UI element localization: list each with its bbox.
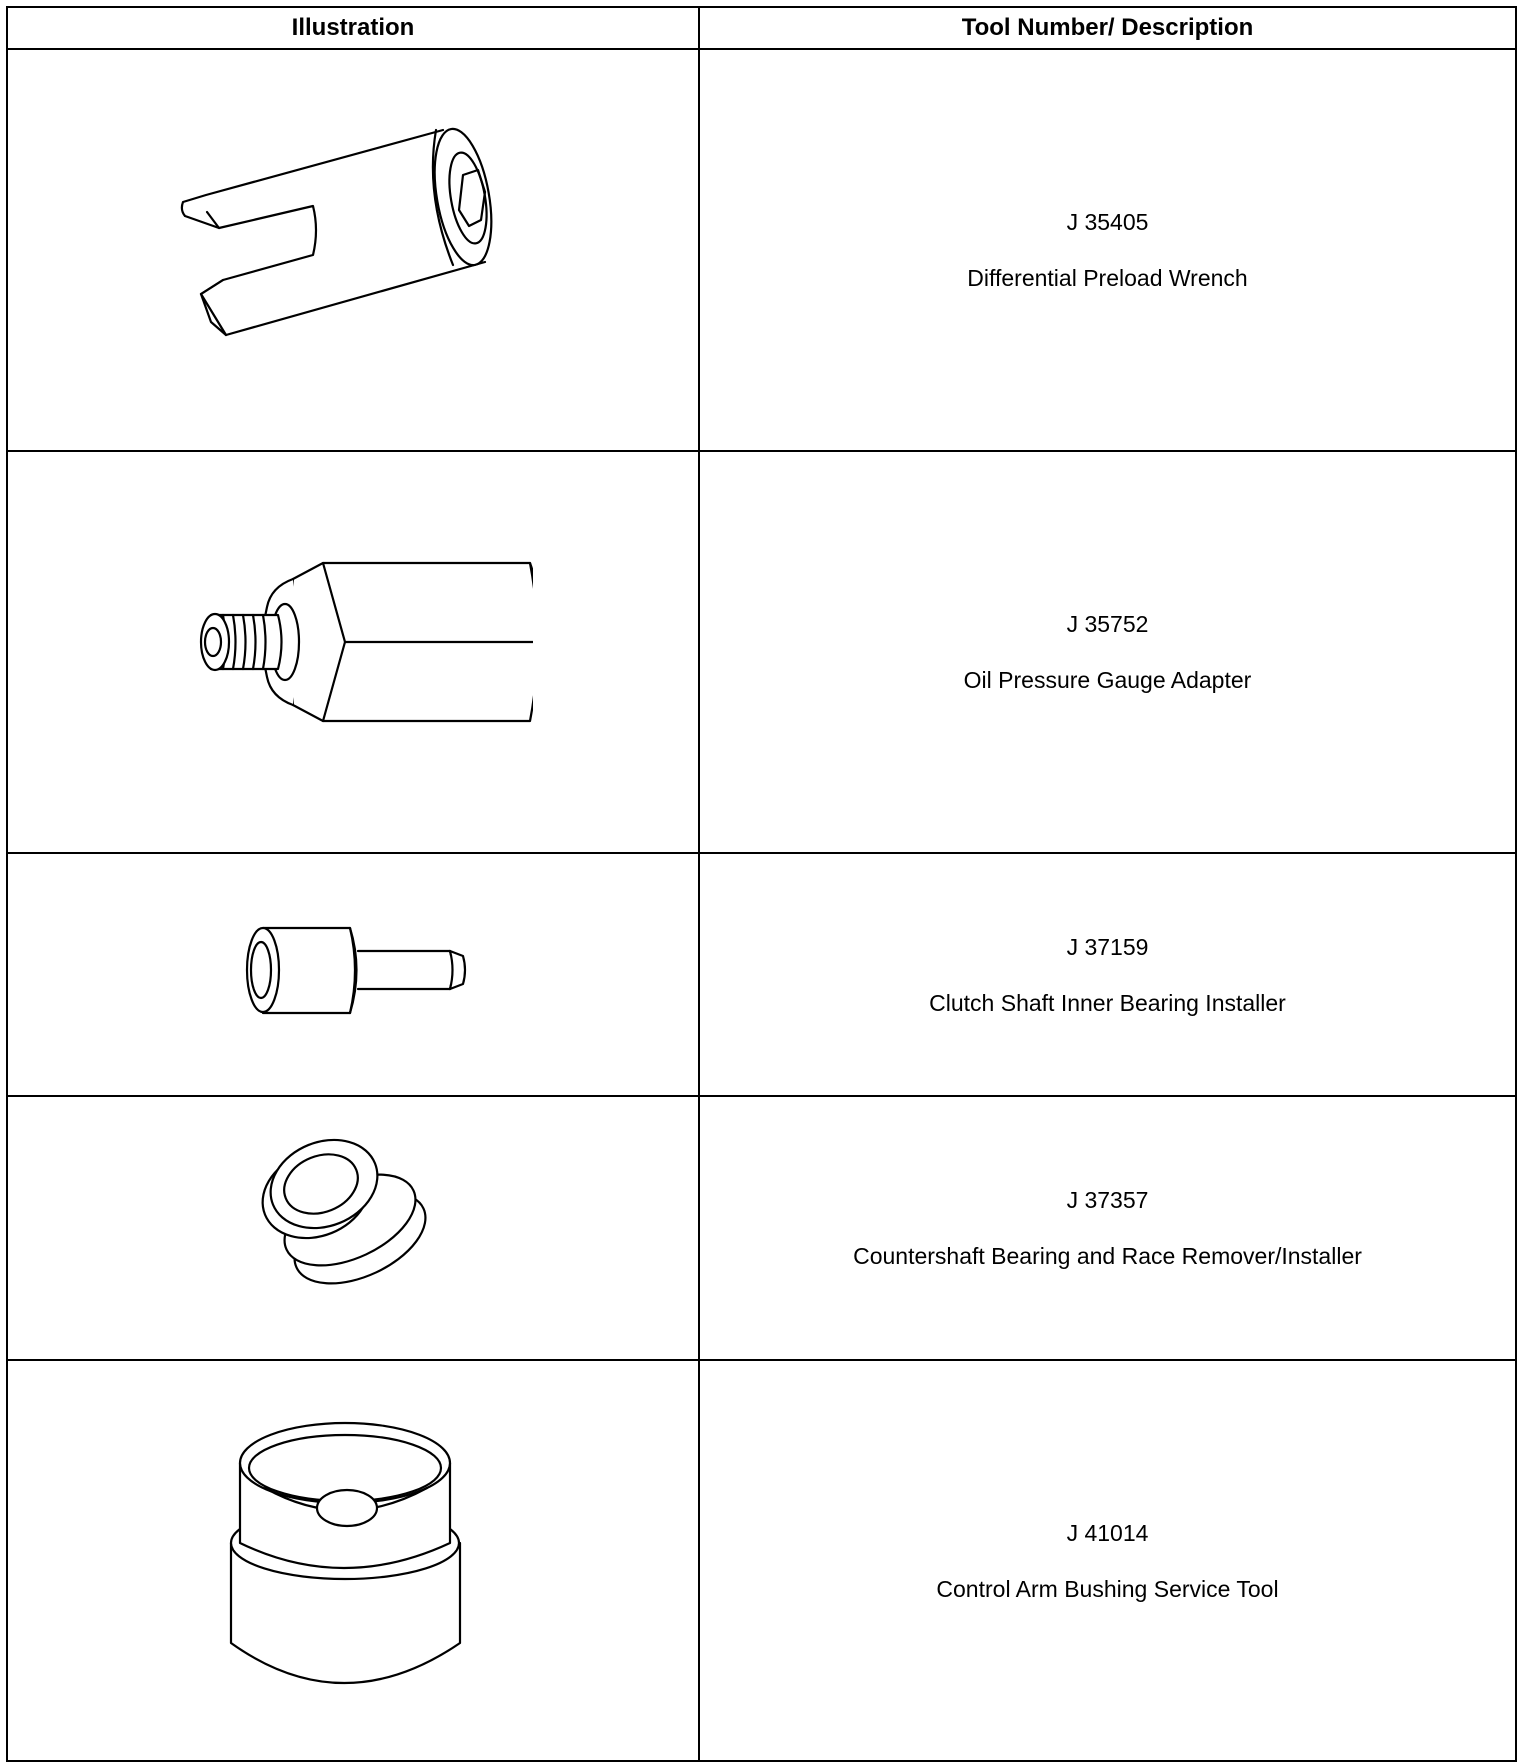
oil-pressure-gauge-adapter-icon [173,552,533,752]
tool-description: Differential Preload Wrench [967,265,1248,291]
bushing-service-tool-icon [223,1411,483,1711]
description-cell [699,49,1516,451]
tool-number: J 41014 [1066,1519,1149,1546]
tool-description: Clutch Shaft Inner Bearing Installer [929,989,1286,1016]
differential-preload-wrench-icon [173,125,533,375]
description-cell [699,853,1516,1096]
illustration-cell [7,451,699,853]
header-row [7,7,1516,49]
description-cell [699,451,1516,853]
tool-description: Countershaft Bearing and Race Remover/Installer [853,1243,1362,1269]
illustration-column-header: Illustration [7,7,699,49]
description-cell [699,1360,1516,1761]
special-tools-table [6,6,1517,1762]
table-row [7,1096,1516,1360]
description-cell [699,1096,1516,1360]
tool-number: J 37357 [1066,1187,1149,1213]
illustration-cell [7,1360,699,1761]
description-column-header: Tool Number/ Description [699,7,1516,49]
tool-description: Oil Pressure Gauge Adapter [963,667,1252,693]
bearing-race-remover-icon [243,1138,463,1318]
table-row [7,451,1516,853]
table-row [7,49,1516,451]
illustration-cell [7,853,699,1096]
table-row [7,1360,1516,1761]
illustration-cell [7,49,699,451]
illustration-cell [7,1096,699,1360]
bearing-installer-icon [233,920,473,1030]
tool-description: Control Arm Bushing Service Tool [936,1575,1279,1602]
tool-number: J 37159 [1066,933,1149,960]
tool-number: J 35405 [1066,209,1149,235]
tool-number: J 35752 [1066,611,1149,637]
table-row [7,853,1516,1096]
